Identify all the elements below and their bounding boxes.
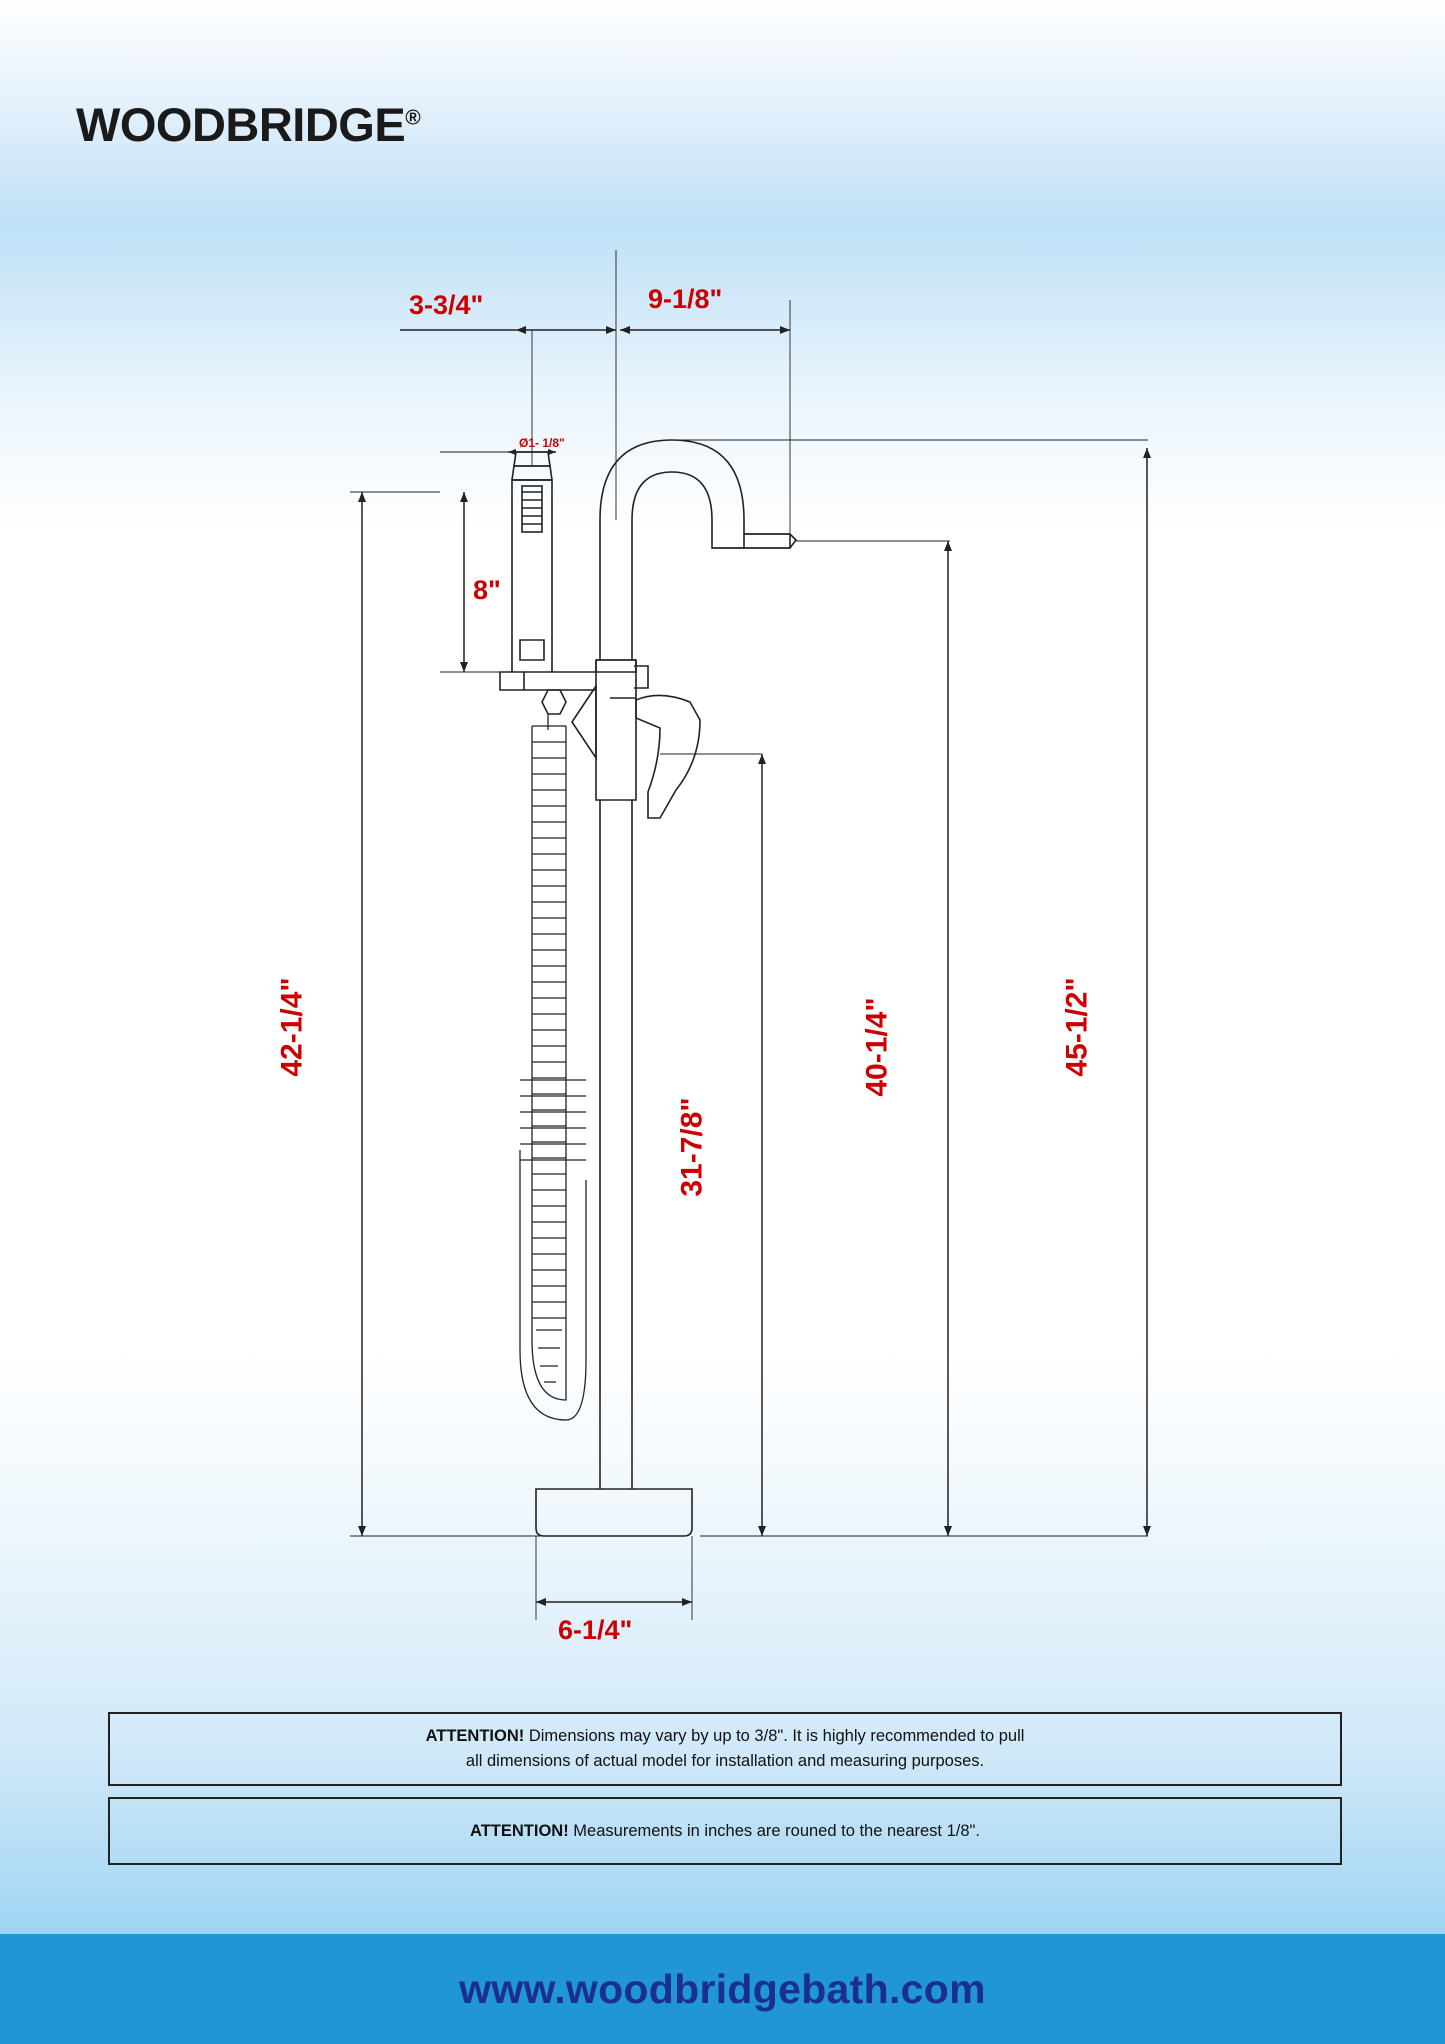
registered-trademark-icon: ®	[405, 106, 421, 130]
dim-overall-height-left: 42-1/4"	[275, 977, 309, 1077]
brand-name: WOODBRIDGE	[76, 98, 406, 151]
dim-valve-handle-height: 31-7/8"	[675, 1097, 709, 1197]
attention-label-2: ATTENTION!	[470, 1821, 569, 1840]
dim-overall-height-right: 45-1/2"	[1060, 977, 1094, 1077]
footer-bar	[0, 1934, 1445, 2044]
attention-label-1: ATTENTION!	[425, 1727, 525, 1746]
dim-spout-outlet-height: 40-1/4"	[860, 997, 894, 1097]
dim-handheld-diameter: Ø1- 1/8"	[519, 436, 565, 450]
dim-spout-reach: 9-1/8"	[648, 284, 723, 314]
faucet-body-geometry	[500, 440, 796, 1536]
dimension-lines	[362, 330, 1147, 1602]
dim-handheld-length: 8"	[473, 575, 501, 605]
attention-text-1a: Dimensions may vary by up to 3/8". It is highly recommended to pull	[528, 1727, 1025, 1746]
extension-lines	[350, 250, 1148, 1620]
dim-handheld-offset: 3-3/4"	[409, 290, 484, 320]
attention-text-2: Measurements in inches are rouned to the nearest 1/8".	[573, 1821, 980, 1840]
website-link[interactable]: www.woodbridgebath.com	[459, 1965, 986, 2012]
attention-box-measurements	[108, 1797, 1342, 1865]
attention-box-dimensions	[108, 1712, 1342, 1786]
attention-text-1b: all dimensions of actual model for installation and measuring purposes.	[465, 1752, 985, 1770]
dim-base-diameter: 6-1/4"	[558, 1615, 633, 1645]
